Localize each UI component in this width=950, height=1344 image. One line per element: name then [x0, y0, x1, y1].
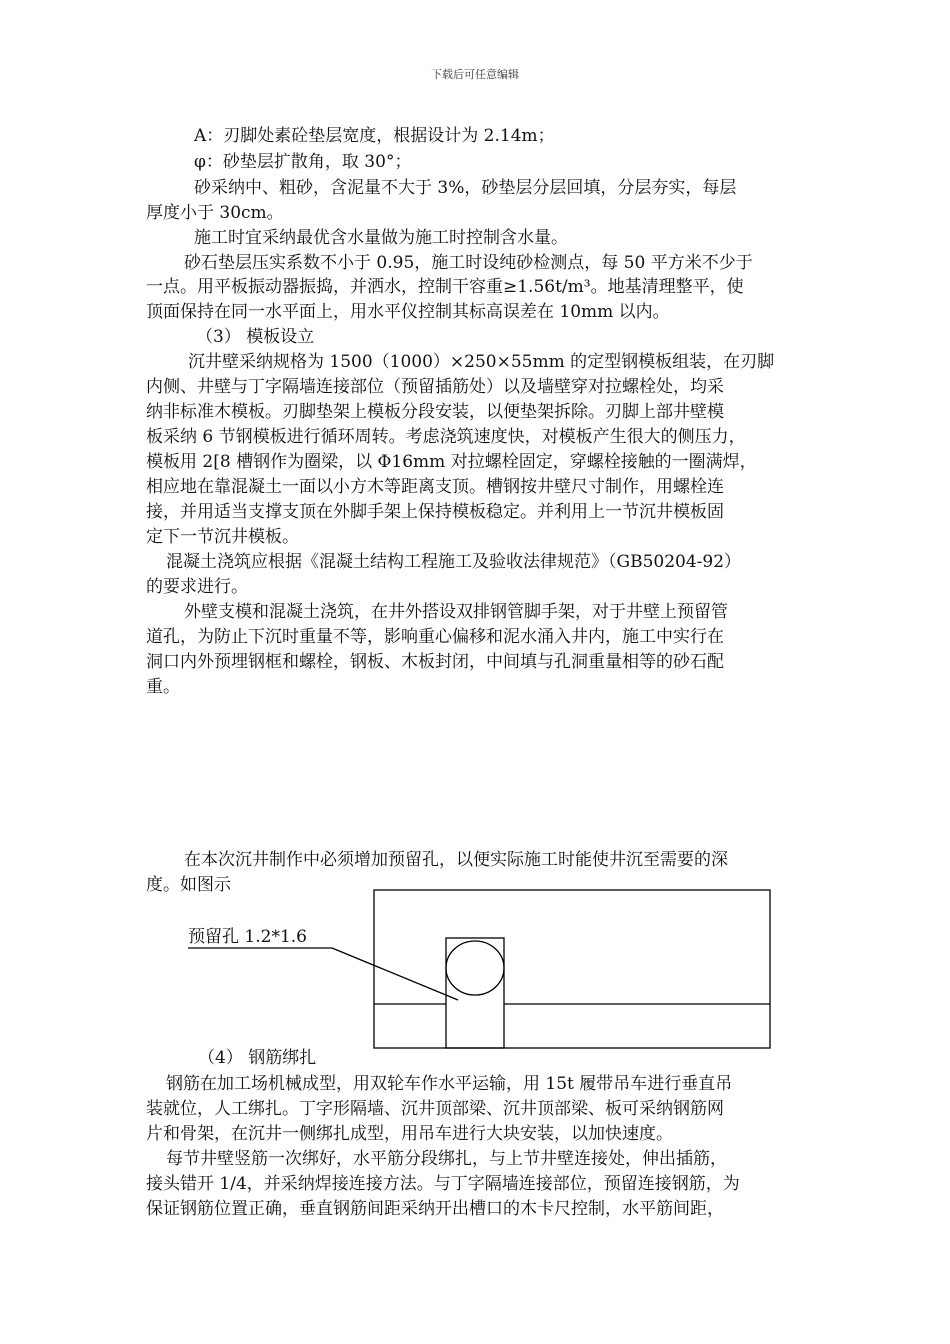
text-line: 砂采纳中、粗砂，含泥量不大于 3%，砂垫层分层回填，分层夯实，每层 — [194, 178, 737, 198]
text-line: 接头错开 1/4，并采纳焊接连接方法。与丁字隔墙连接部位，预留连接钢筋，为 — [146, 1174, 740, 1194]
text-line: A：刃脚处素砼垫层宽度，根据设计为 2.14m； — [194, 126, 555, 146]
hole-label: 预留孔 1.2*1.6 — [188, 927, 307, 947]
text-line: 的要求进行。 — [146, 577, 248, 597]
hole-circle — [446, 941, 504, 995]
text-line: 板采纳 6 节钢模板进行循环周转。考虑浇筑速度快，对模板产生很大的侧压力， — [146, 427, 746, 447]
page-header: 下载后可任意编辑 — [431, 68, 519, 81]
text-line: 在本次沉井制作中必须增加预留孔，以便实际施工时能使井沉至需要的深 — [184, 850, 728, 870]
text-line: 道孔，为防止下沉时重量不等，影响重心偏移和泥水涌入井内，施工中实行在 — [146, 627, 724, 647]
text-line: 顶面保持在同一水平面上，用水平仪控制其标高误差在 10mm 以内。 — [146, 302, 670, 322]
section-heading: （3） 模板设立 — [196, 327, 315, 347]
text-line: 接，并用适当支撑支顶在外脚手架上保持模板稳定。并利用上一节沉井模板固 — [146, 502, 724, 522]
text-line: 每节井壁竖筋一次绑好，水平筋分段绑扎，与上节井壁连接处，伸出插筋， — [166, 1149, 727, 1169]
text-line: 洞口内外预埋钢框和螺栓，钢板、木板封闭，中间填与孔洞重量相等的砂石配 — [146, 652, 724, 672]
text-line: 外壁支模和混凝土浇筑，在井外搭设双排钢管脚手架，对于井壁上预留管 — [184, 602, 728, 622]
text-line: 相应地在靠混凝土一面以小方木等距离支顶。槽钢按井壁尺寸制作，用螺栓连 — [146, 477, 724, 497]
text-line: 钢筋在加工场机械成型，用双轮车作水平运输，用 15t 履带吊车进行垂直吊 — [166, 1074, 733, 1094]
section-heading: （4） 钢筋绑扎 — [198, 1048, 317, 1068]
text-line: 纳非标准木模板。刃脚垫架上模板分段安装，以便垫架拆除。刃脚上部井壁模 — [146, 402, 724, 422]
text-line: 重。 — [146, 677, 180, 697]
text-line: 度。如图示 — [146, 875, 231, 895]
text-line: 砂石垫层压实系数不小于 0.95，施工时设纯砂检测点，每 50 平方米不少于 — [184, 253, 753, 273]
text-line: 定下一节沉井模板。 — [146, 527, 299, 547]
text-line: 装就位，人工绑扎。丁字形隔墙、沉井顶部梁、沉井顶部梁、板可采纳钢筋网 — [146, 1099, 724, 1119]
leader-pointer — [332, 948, 458, 1000]
hole-frame — [446, 938, 504, 1048]
text-line: 沉井壁采纳规格为 1500（1000）×250×55mm 的定型钢模板组装，在刃脚 — [188, 352, 775, 372]
text-line: φ：砂垫层扩散角，取 30°； — [194, 152, 412, 172]
text-line: 混凝土浇筑应根据《混凝土结构工程施工及验收法律规范》（GB50204-92） — [166, 552, 742, 572]
text-line: 模板用 2[8 槽钢作为圈梁，以 Φ16mm 对拉螺栓固定，穿螺栓接触的一圈满焊， — [146, 452, 757, 472]
shaft-outline — [374, 890, 770, 1048]
text-line: 保证钢筋位置正确，垂直钢筋间距采纳开出槽口的木卡尺控制，水平筋间距， — [146, 1199, 724, 1219]
text-line: 一点。用平板振动器振捣，并洒水，控制干容重≥1.56t/m³。地基清理整平，使 — [146, 277, 744, 297]
text-line: 厚度小于 30cm。 — [146, 203, 284, 223]
text-line: 内侧、井壁与丁字隔墙连接部位（预留插筋处）以及墙壁穿对拉螺栓处，均采 — [146, 377, 724, 397]
text-line: 施工时宜采纳最优含水量做为施工时控制含水量。 — [194, 228, 568, 248]
text-line: 片和骨架，在沉井一侧绑扎成型，用吊车进行大块安装，以加快速度。 — [146, 1124, 673, 1144]
